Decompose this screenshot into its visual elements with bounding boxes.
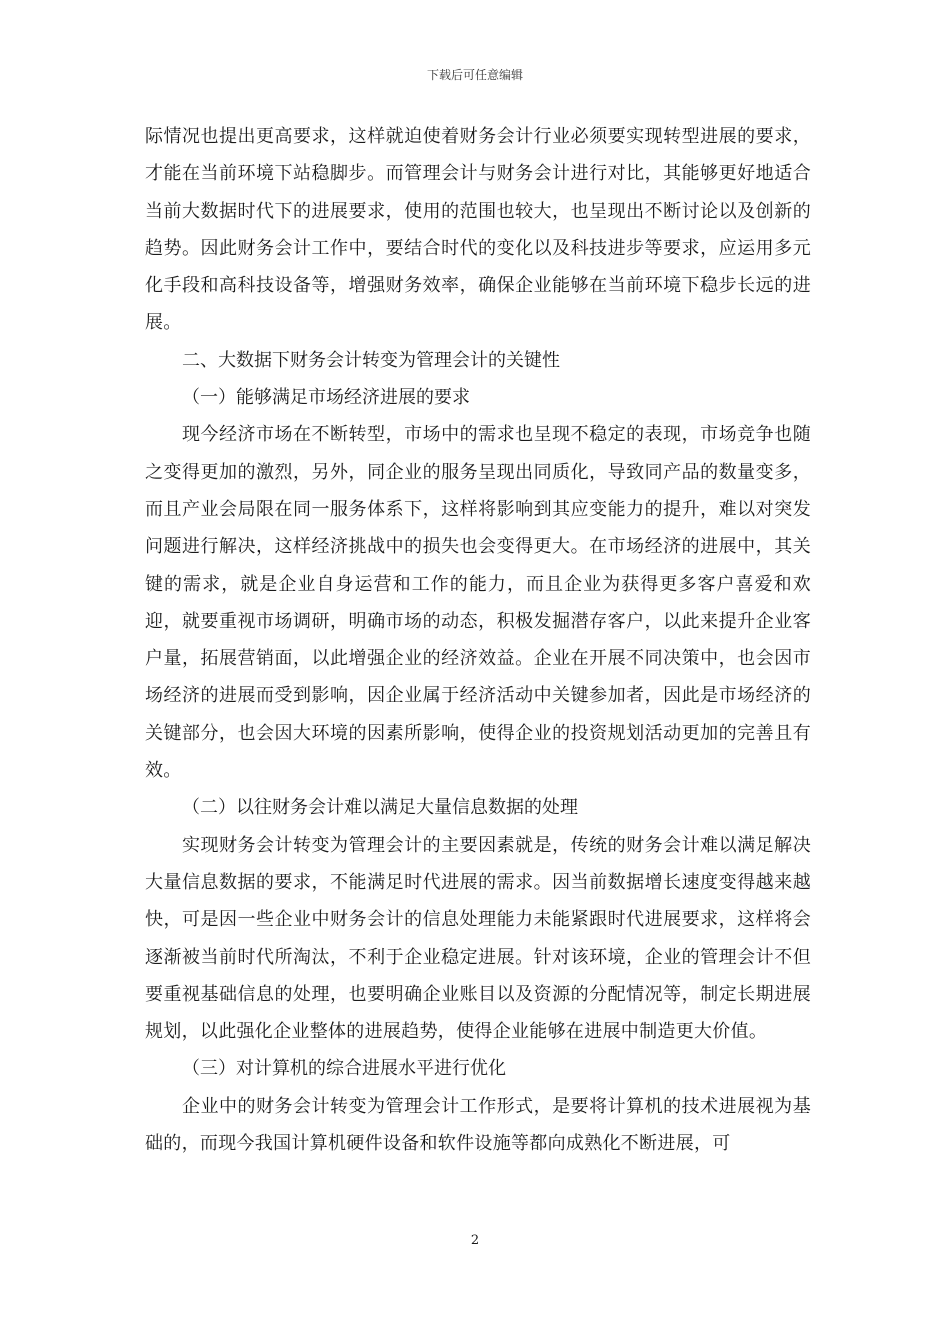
paragraph-1: 际情况也提出更高要求，这样就迫使着财务会计行业必须要实现转型进展的要求，才能在当前环境下站稳脚步。而管理会计与财务会计进行对比，其能够更好地适合当前大数据时代下的进展要求，使用的范围也较大，也呈现出不断讨论以及创新的趋势。因此财务会计工作中，要结合时代的变化以及科技进步等要求，应运用多元化手段和高科技设备等，增强财务效率，确保企业能够在当前环境下稳步长远的进展。 [145,126,811,334]
page-number: 2 [470,1233,480,1248]
subsection-heading-2: （二）以往财务会计难以满足大量信息数据的处理 [182,797,578,819]
page-header: 下载后可任意编辑 [426,68,523,82]
subsection-heading-3: （三）对计算机的综合进展水平进行优化 [182,1058,506,1080]
subsection-heading-1: （一）能够满足市场经济进展的要求 [182,387,470,409]
document-body [145,118,811,1162]
section-heading: 二、大数据下财务会计转变为管理会计的关键性 [182,349,560,371]
paragraph-3: 实现财务会计转变为管理会计的主要因素就是，传统的财务会计难以满足解决大量信息数据的要求，不能满足时代进展的需求。因当前数据增长速度变得越来越快，可是因一些企业中财务会计的信息处理能力未能紧跟时代进展要求，这样将会逐渐被当前时代所淘汰，不利于企业稳定进展。针对该环境，企业的管理会计不但要重视基础信息的处理，也要明确企业账目以及资源的分配情况等，制定长期进展规划，以此强化企业整体的进展趋势，使得企业能够在进展中制造更大价值。 [145,834,811,1043]
paragraph-4: 企业中的财务会计转变为管理会计工作形式，是要将计算机的技术进展视为基础的，而现今我国计算机硬件设备和软件设施等都向成熟化不断进展，可 [145,1095,811,1155]
paragraph-2: 现今经济市场在不断转型，市场中的需求也呈现不稳定的表现，市场竞争也随之变得更加的激烈，另外，同企业的服务呈现出同质化，导致同产品的数量变多，而且产业会局限在同一服务体系下，这样将影响到其应变能力的提升，难以对突发问题进行解决，这样经济挑战中的损失也会变得更大。在市场经济的进展中，其关键的需求，就是企业自身运营和工作的能力，而且企业为获得更多客户喜爱和欢迎，就要重视市场调研，明确市场的动态，积极发掘潜存客户，以此来提升企业客户量，拓展营销面，以此增强企业的经济效益。企业在开展不同决策中，也会因市场经济的进展而受到影响，因企业属于经济活动中关键参加者，因此是市场经济的关键部分，也会因大环境的因素所影响，使得企业的投资规划活动更加的完善且有效。 [145,424,811,782]
